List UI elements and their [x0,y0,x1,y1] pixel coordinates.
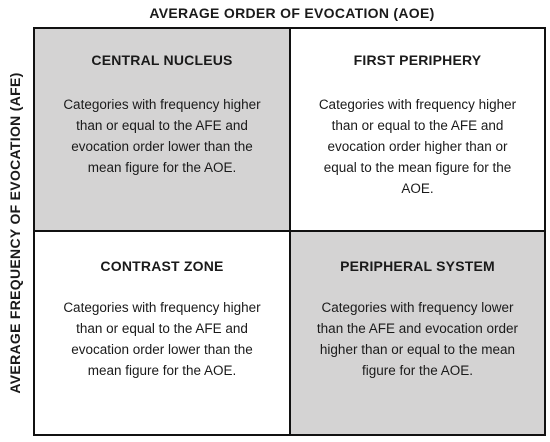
quadrant-description-central-nucleus [35,94,289,178]
description-line: evocation order lower than the [71,342,253,357]
description-line: figure for the AOE. [361,363,474,378]
description-line: higher than or equal to the mean [319,342,516,357]
description-line: evocation order lower than the [71,139,253,154]
quadrant-title-central-nucleus: CENTRAL NUCLEUS [91,52,233,68]
quadrant-title-first-periphery: FIRST PERIPHERY [353,52,482,68]
quadrant-peripheral-system [291,232,544,434]
quadrant-description-contrast-zone [35,297,289,381]
description-line: Categories with frequency lower [321,300,514,315]
description-line: than or equal to the AFE and [76,321,248,336]
quadrant-description-peripheral-system [291,297,544,381]
description-line: mean figure for the AOE. [87,363,237,378]
y-axis-title-container [0,28,30,438]
description-line: mean figure for the AOE. [87,160,237,175]
y-axis-title: AVERAGE FREQUENCY OF EVOCATION (AFE) [7,72,23,394]
description-line: evocation order higher than or [327,139,508,154]
quadrant-title-contrast-zone: CONTRAST ZONE [100,258,224,274]
description-line: than or equal to the AFE and [76,118,248,133]
quadrant-title-peripheral-system: PERIPHERAL SYSTEM [340,258,495,274]
quadrant-description-first-periphery [291,94,544,199]
description-line: Categories with frequency higher [63,97,261,112]
description-line: equal to the mean figure for the [323,160,512,175]
description-line: than or equal to the AFE and [331,118,504,133]
description-line: AOE. [401,181,434,196]
x-axis-title: AVERAGE ORDER OF EVOCATION (AOE) [149,5,435,21]
description-line: than the AFE and evocation order [316,321,519,336]
quadrant-grid [33,27,546,436]
description-line: Categories with frequency higher [318,97,517,112]
description-line: Categories with frequency higher [63,300,261,315]
quadrant-central-nucleus [35,29,291,232]
quadrant-first-periphery [291,29,544,232]
quadrant-contrast-zone [35,232,291,434]
